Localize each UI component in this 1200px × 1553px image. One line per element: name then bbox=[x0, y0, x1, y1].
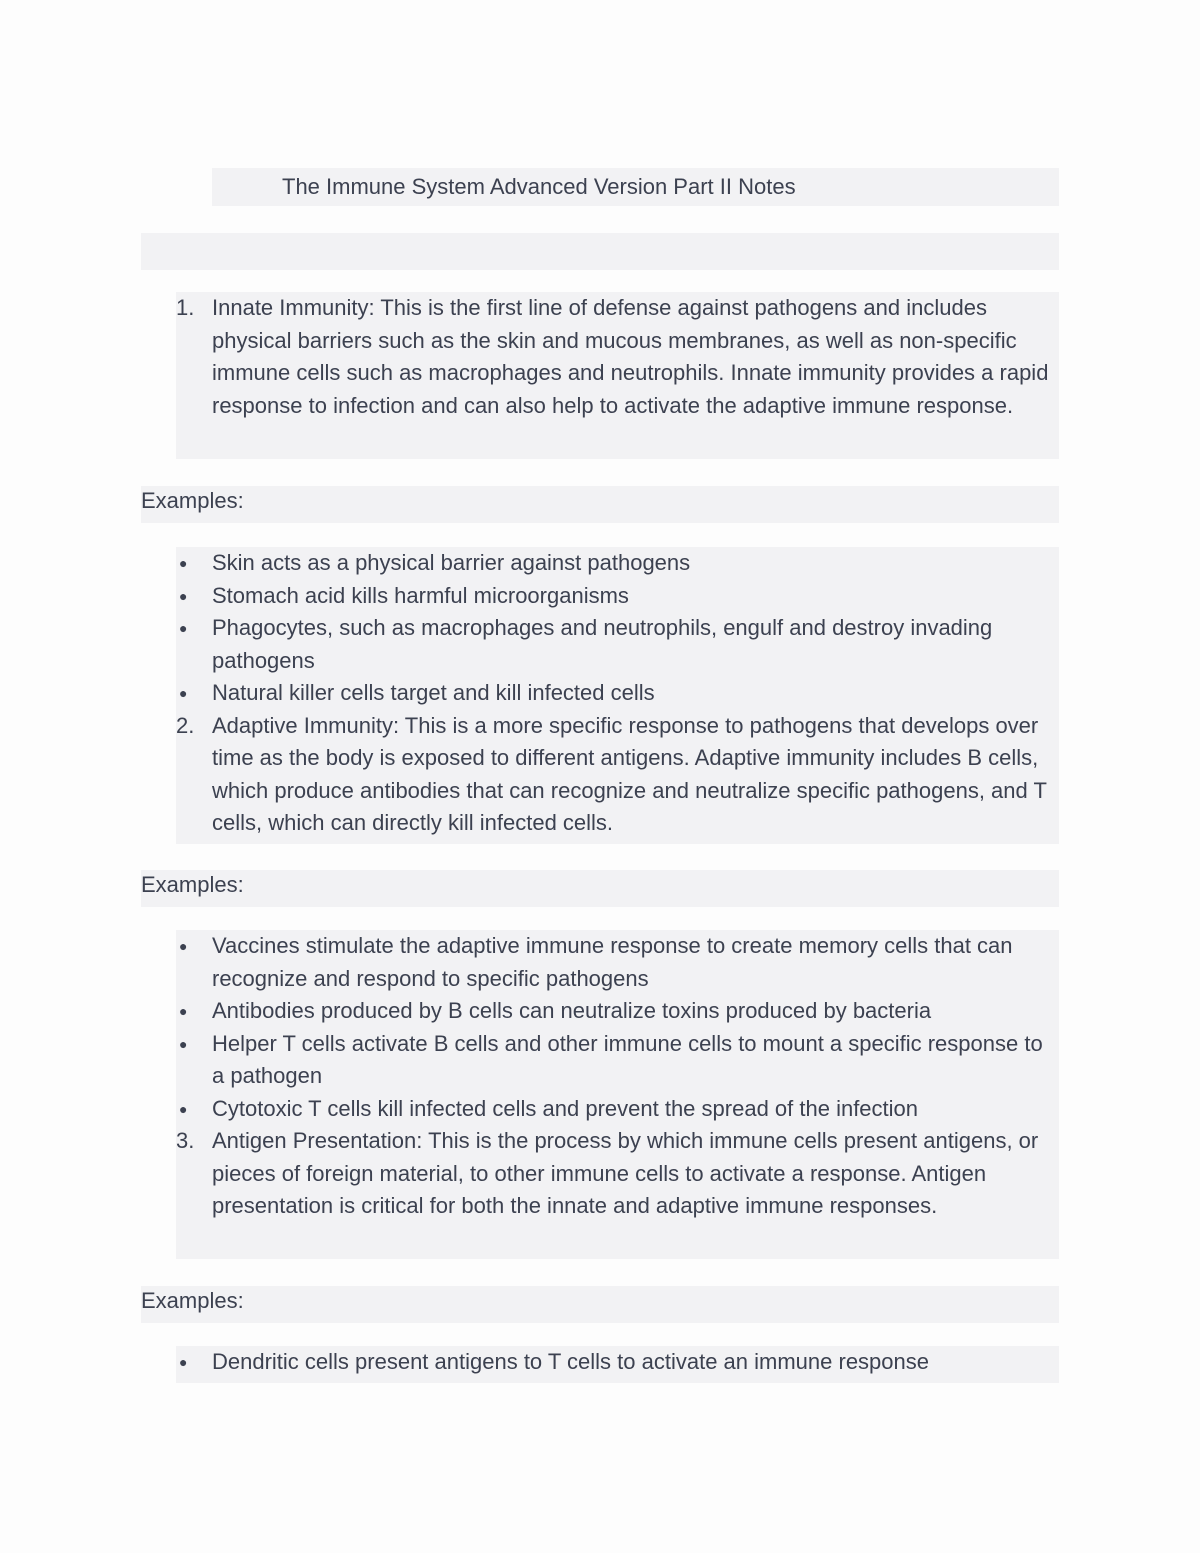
bullet-icon: ● bbox=[179, 555, 188, 571]
section-3-number: 3. bbox=[176, 1128, 195, 1153]
section-3-item bbox=[176, 1125, 1051, 1223]
section-1-text: Innate Immunity: This is the first line of defense against pathogens and includes physical barriers such as the skin and mucous membranes, as well as non-specific immune cells such as macrophages and neutrophils. Innate immunity provides a rapid response to infection and can also help to activate the adaptive immune response. bbox=[212, 295, 1049, 418]
bullet-icon: ● bbox=[179, 1003, 188, 1019]
section-1-item bbox=[176, 292, 1051, 422]
bullet-icon: ● bbox=[179, 1035, 188, 1052]
examples-label-text: Examples: bbox=[141, 1288, 244, 1313]
example-text: Natural killer cells target and kill infected cells bbox=[212, 680, 655, 705]
section-2-text: Adaptive Immunity: This is a more specific response to pathogens that develops over time as the body is exposed to different antigens. Adaptive immunity includes B cells, which produce antibodies that can recognize and neutralize specific pathogens, and T cells, which can directly kill infected cells. bbox=[212, 712, 1047, 835]
section-1-block bbox=[176, 292, 1059, 459]
list-item bbox=[179, 995, 1051, 1028]
bullet-icon: ● bbox=[179, 1100, 188, 1117]
section-2-number: 2. bbox=[176, 712, 195, 738]
example-text: Stomach acid kills harmful microorganisms bbox=[212, 582, 629, 608]
list-item bbox=[179, 580, 1051, 613]
section-1-examples-label bbox=[141, 486, 1059, 523]
bullet-icon: ● bbox=[179, 938, 188, 954]
document-title-text: The Immune System Advanced Version Part II Notes bbox=[282, 174, 796, 199]
section-2-item bbox=[176, 710, 1051, 840]
bullet-icon: ● bbox=[179, 587, 188, 604]
examples-label-text: Examples: bbox=[141, 872, 244, 897]
examples-label-text: Examples: bbox=[141, 488, 244, 513]
list-item bbox=[179, 612, 1051, 677]
document-title bbox=[212, 168, 1059, 206]
example-text: Phagocytes, such as macrophages and neutrophils, engulf and destroy invading pathogens bbox=[212, 615, 993, 673]
list-item bbox=[179, 1093, 1051, 1126]
bullet-icon: ● bbox=[179, 620, 188, 636]
section-3-text: Antigen Presentation: This is the process by which immune cells present antigens, or pieces of foreign material, to other immune cells to activate a response. Antigen presentation is critical for both the innate and adaptive immune responses. bbox=[212, 1128, 1039, 1218]
example-text: Cytotoxic T cells kill infected cells and prevent the spread of the infection bbox=[212, 1095, 919, 1121]
bullet-icon: ● bbox=[179, 1354, 188, 1370]
list-item bbox=[179, 1346, 1051, 1379]
section-1-examples-and-section-2-block bbox=[176, 547, 1059, 844]
list-item bbox=[179, 677, 1051, 710]
section-1-number: 1. bbox=[176, 295, 195, 320]
list-item bbox=[179, 930, 1051, 995]
section-3-examples-label bbox=[141, 1286, 1059, 1323]
example-text: Helper T cells activate B cells and other immune cells to mount a specific response to a pathogen bbox=[212, 1030, 1043, 1088]
bullet-icon: ● bbox=[179, 685, 188, 701]
list-item bbox=[179, 547, 1051, 580]
blank-paragraph bbox=[141, 233, 1059, 270]
example-text: Skin acts as a physical barrier against pathogens bbox=[212, 550, 691, 575]
section-3-examples-block bbox=[176, 1346, 1059, 1383]
list-item bbox=[179, 1028, 1051, 1093]
example-text: Vaccines stimulate the adaptive immune response to create memory cells that can recognize and respond to specific pathogens bbox=[212, 933, 1013, 991]
section-2-examples-label bbox=[141, 870, 1059, 907]
example-text: Dendritic cells present antigens to T cells to activate an immune response bbox=[212, 1349, 929, 1374]
section-2-examples-and-section-3-block bbox=[176, 930, 1059, 1259]
example-text: Antibodies produced by B cells can neutralize toxins produced by bacteria bbox=[212, 998, 932, 1023]
